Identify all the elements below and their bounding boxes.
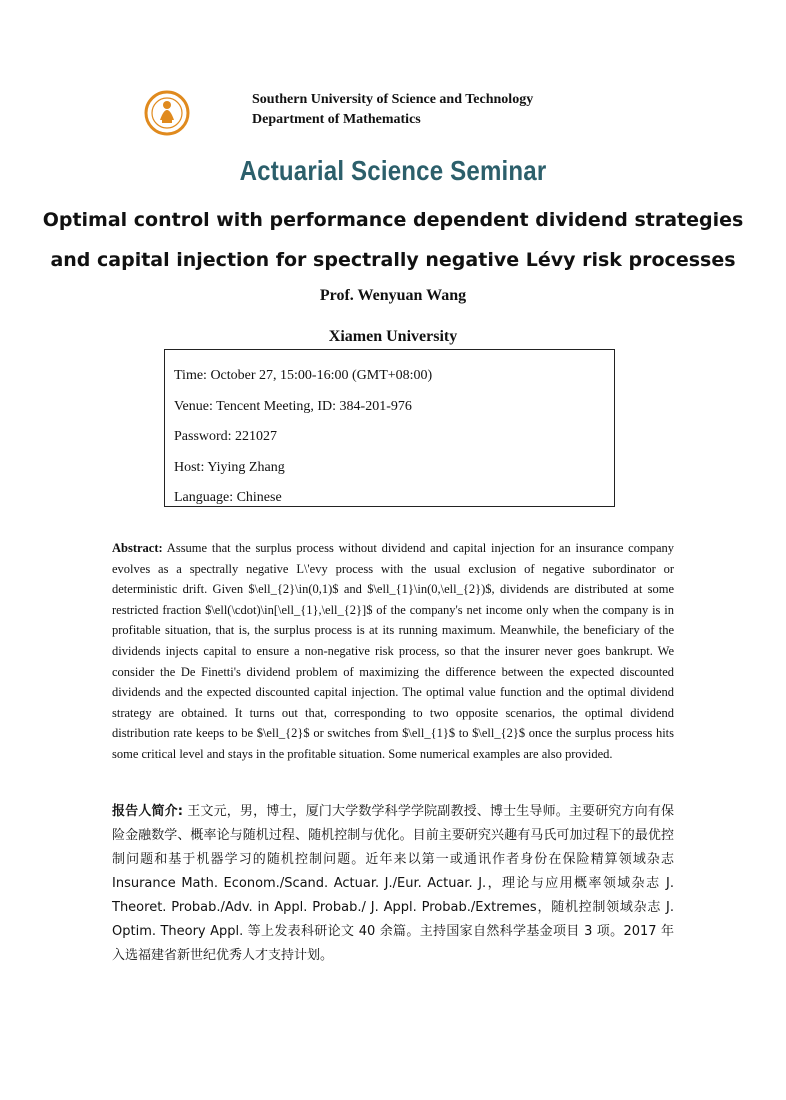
abstract-label: Abstract: xyxy=(112,541,163,555)
department-name: Department of Mathematics xyxy=(252,112,421,127)
university-seal-icon xyxy=(140,90,194,136)
event-venue: Venue: Tencent Meeting, ID: 384-201-976 xyxy=(174,398,412,414)
event-host: Host: Yiying Zhang xyxy=(174,459,285,475)
event-info-box xyxy=(164,349,615,507)
event-time: Time: October 27, 15:00-16:00 (GMT+08:00) xyxy=(174,368,433,383)
speaker-affiliation: Xiamen University xyxy=(328,328,458,345)
abstract-text: Assume that the surplus process without dividend and capital injection for an insurance company evolves as a spectrally negative L\'evy process with the usual exclusion of negative subordinator or deterministic drift. Given $\ell_{2}\in(0,1)$ and $\ell_{1}\in(0,\ell_{2})$, dividends are distributed at some restricted fraction $\ell(\cdot)\in[\ell_{1},\ell_{2}]$ of the company's net income only when the company is in profitable situation, that is, the surplus process is at its running maximum. Meanwhile, the beneficiary of the dividends injects capital to ensure a non-negative risk process, so that the insurer never goes bankrupt. We consider the De Finetti's dividend problem of maximizing the difference between the expected discounted dividends and the expected discounted capital injection. The optimal value function and the optimal dividend strategy are obtained. It turns out that, corresponding to two opposite scenarios, the optimal dividend distribution rate keeps to be $\ell_{2}$ or switches from $\ell_{1}$ to $\ell_{2}$ once the surplus process hits some critical level and stays in the profitable situation. Some numerical examples are also provided. xyxy=(112,541,675,761)
speaker-name: Prof. Wenyuan Wang xyxy=(319,287,467,304)
talk-title xyxy=(0,200,786,280)
bio-label: 报告人简介: xyxy=(112,804,183,819)
talk-title-line-1: Optimal control with performance dependent dividend strategies xyxy=(42,209,744,231)
seminar-title: Actuarial Science Seminar xyxy=(239,155,547,186)
talk-title-line-2: and capital injection for spectrally negative Lévy risk processes xyxy=(50,249,736,271)
event-language: Language: Chinese xyxy=(174,490,282,505)
speaker-bio xyxy=(112,800,674,968)
university-name: Southern University of Science and Technology xyxy=(252,92,534,107)
bio-text: 王文元，男，博士，厦门大学数学科学学院副教授、博士生导师。主要研究方向有保险金融数学、概率论与随机过程、随机控制与优化。目前主要研究兴趣有马氏可加过程下的最优控制问题和基于机器学习的随机控制问题。近年来以第一或通讯作者身份在保险精算领域杂志 Insurance Math. Econom./Scand. Actuar. J./Eur. Actuar. J.，理论与应用概率领域杂志 J. Theoret. Probab./Adv. in Appl. Probab./ J. Appl. Probab./Extremes，随机控制领域杂志 J. Optim. Theory Appl. 等上发表科研论文 40 余篇。主持国家自然科学基金项目 3 项。2017 年入选福建省新世纪优秀人才支持计划。 xyxy=(112,804,674,963)
event-password: Password: 221027 xyxy=(174,429,278,444)
abstract xyxy=(112,538,674,765)
header xyxy=(252,90,533,130)
